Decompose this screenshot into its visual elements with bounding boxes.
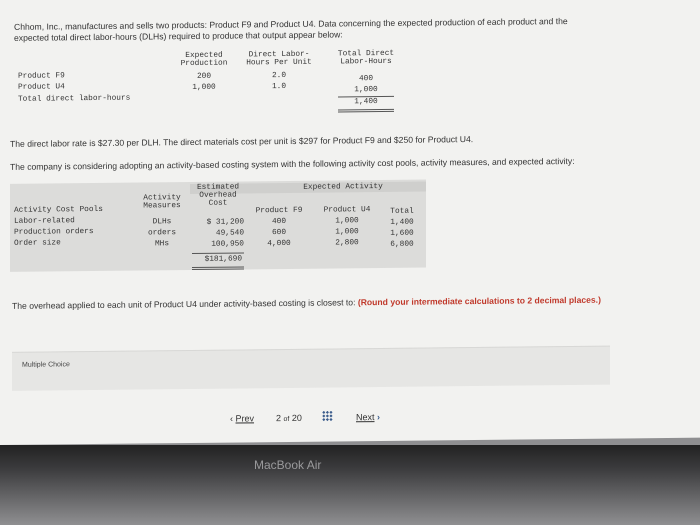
cost-order-size: 100,950 [211, 240, 244, 249]
f9-production-orders: 600 [271, 229, 287, 238]
col-total: Total [390, 207, 414, 216]
pool-order-size: Order size [14, 239, 61, 248]
row-u4-total: 1,000 [354, 86, 378, 95]
cost-total-rule-2 [192, 268, 244, 270]
measure-order-size: MHs [154, 240, 170, 249]
total-production-orders: 1,600 [390, 229, 414, 238]
multiple-choice-panel[interactable] [12, 346, 610, 391]
page-indicator: 2 of 20 [276, 412, 302, 424]
rate-text: The direct labor rate is $27.30 per DLH. The direct materials cost per unit is $297 for Product F9 and $250 for Product U4. [10, 134, 474, 149]
f9-labor-related: 400 [271, 218, 287, 227]
multiple-choice-label: Multiple Choice [22, 361, 70, 369]
row-u4-production: 1,000 [192, 83, 216, 92]
chevron-right-icon: › [377, 412, 381, 423]
col-product-f9: Product F9 [255, 206, 303, 216]
row-u4-hours: 1.0 [271, 83, 287, 92]
row-f9-production: 200 [196, 72, 212, 81]
question-text: The overhead applied to each unit of Product U4 under activity-based costing is closest to: (Round your intermediate calculations to 2 decimal places.) [12, 294, 601, 311]
u4-production-orders: 1,000 [335, 228, 359, 237]
expected-activity-header: Expected Activity [303, 182, 383, 192]
measure-production-orders: orders [147, 229, 177, 238]
col-total-dlh: Total Direct Labor-Hours [337, 49, 395, 67]
intro-text: Chhom, Inc., manufactures and sells two products: Product F9 and Product U4. Data concerning the expected production of each product and the expected total direct labor-hours (DLHs) required to produce that output appear below: [14, 16, 568, 43]
col-activity-cost-pools: Activity Cost Pools [14, 205, 103, 215]
device-brand: MacBook Air [254, 458, 322, 472]
laptop-bezel [0, 445, 700, 525]
next-button[interactable]: Next › [356, 412, 381, 423]
u4-labor-related: 1,000 [335, 217, 359, 226]
row-f9-total: 400 [358, 75, 374, 84]
col-estimated-overhead: Estimated Overhead Cost [196, 183, 240, 208]
row-f9-hours: 2.0 [271, 72, 287, 81]
row-u4-label: Product U4 [18, 83, 65, 92]
total-row-label: Total direct labor-hours [18, 94, 131, 104]
col-expected-production: Expected Production [180, 51, 228, 69]
question-rounding-note: (Round your intermediate calculations to 2 decimal places.) [357, 294, 601, 308]
total-order-size: 6,800 [390, 240, 414, 249]
col-dlh-per-unit: Direct Labor- Hours Per Unit [246, 50, 312, 68]
total-row-value: 1,400 [354, 98, 378, 107]
cost-labor-related: $ 31,200 [206, 218, 244, 227]
cost-production-orders: 49,540 [215, 229, 244, 238]
u4-order-size: 2,800 [335, 239, 359, 248]
col-product-u4: Product U4 [323, 206, 371, 215]
prev-button[interactable]: ‹ Prev [230, 413, 255, 424]
cost-total: $181,690 [204, 255, 242, 264]
total-labor-related: 1,400 [390, 218, 414, 227]
page-grid-icon[interactable] [322, 411, 333, 422]
total-double-rule-2 [338, 111, 394, 113]
col-activity-measures: Activity Measures [143, 194, 181, 211]
abc-intro-text: The company is considering adopting an activity-based costing system with the following activity cost pools, activity measures, and expected activity: [10, 155, 575, 172]
production-table [14, 48, 410, 116]
row-f9-label: Product F9 [18, 72, 65, 81]
pool-labor-related: Labor-related [14, 217, 75, 226]
pool-production-orders: Production orders [14, 228, 94, 237]
f9-order-size: 4,000 [267, 239, 291, 249]
measure-labor-related: DLHs [152, 218, 172, 227]
abc-table [10, 180, 426, 274]
chevron-left-icon: ‹ [230, 413, 233, 424]
